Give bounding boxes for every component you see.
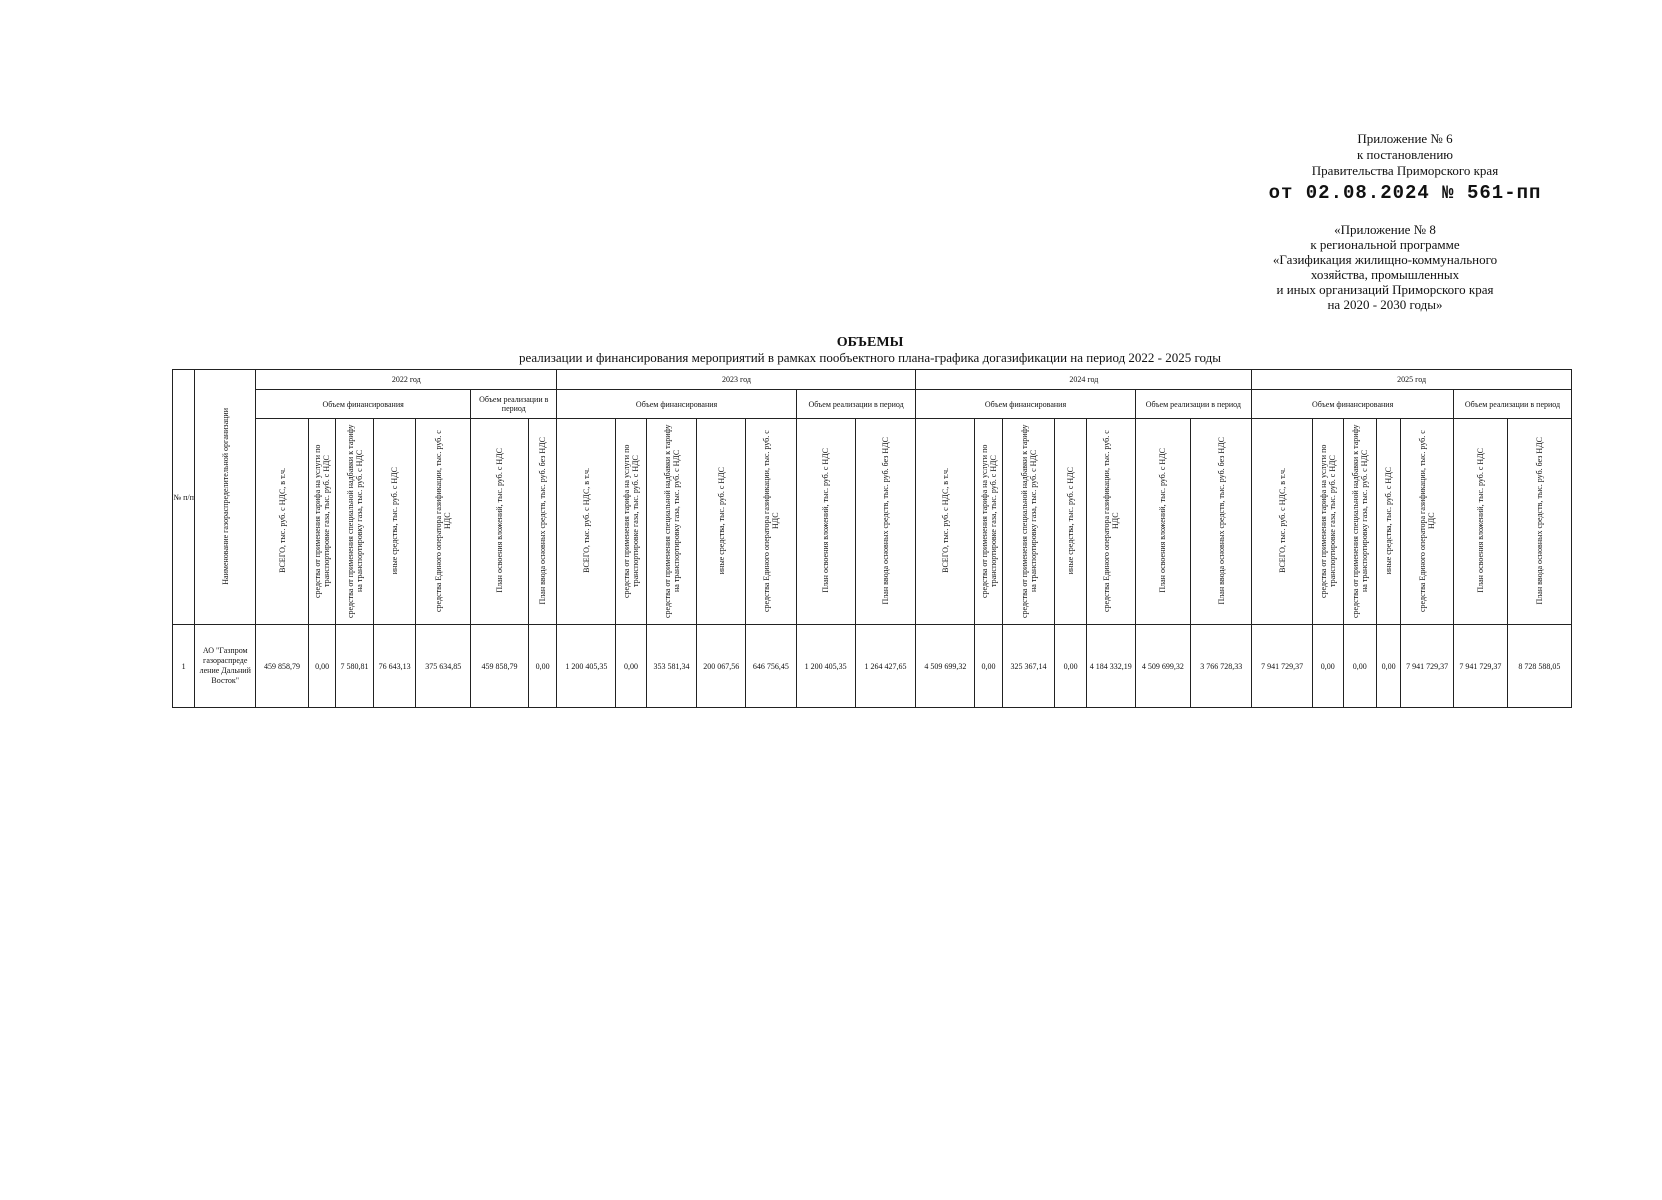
subcol-header-total: ВСЕГО, тыс. руб. с НДС, в т.ч. — [916, 419, 975, 625]
year-header-2023: 2023 год — [557, 370, 916, 390]
table-cell: 1 200 405,35 — [796, 625, 855, 708]
table-cell: 4 509 699,32 — [916, 625, 975, 708]
appendix-number: Приложение № 6 — [1357, 131, 1453, 146]
subcol-header-plan_invest: План освоения вложений, тыс. руб. с НДС — [471, 419, 529, 625]
subcol-header-tariff: средства от применения тарифа на услуги по транспортировке газа, тыс. руб. с НДС — [308, 419, 335, 625]
subcol-header-operator: средства Единого оператора газификации, тыс. руб. с НДС — [1086, 419, 1135, 625]
subcol-header-plan_assets: План ввода основных средств, тыс. руб. без НДС — [1191, 419, 1252, 625]
table-cell: 0,00 — [1343, 625, 1376, 708]
table-cell: 646 756,45 — [746, 625, 797, 708]
subcol-header-operator: средства Единого оператора газификации, тыс. руб. с НДС — [1401, 419, 1454, 625]
table-cell: 7 580,81 — [336, 625, 374, 708]
group-financing-2022: Объем финансирования — [256, 390, 471, 419]
program-reference — [1220, 222, 1550, 312]
table-cell: 353 581,34 — [646, 625, 697, 708]
subcol-header-total: ВСЕГО, тыс. руб. с НДС, в т.ч. — [256, 419, 309, 625]
subcol-header-tariff: средства от применения тарифа на услуги по транспортировке газа, тыс. руб. с НДС — [616, 419, 646, 625]
group-realization-2025: Объем реализации в период — [1454, 390, 1572, 419]
table-row — [173, 625, 1572, 708]
subcol-header-plan_assets: План ввода основных средств, тыс. руб. без НДС — [528, 419, 556, 625]
table-cell: 8 728 588,05 — [1507, 625, 1571, 708]
group-financing-2023: Объем финансирования — [557, 390, 796, 419]
table-cell: 375 634,85 — [416, 625, 471, 708]
table-cell: 3 766 728,33 — [1191, 625, 1252, 708]
table-cell: 0,00 — [1313, 625, 1343, 708]
table-cell: 0,00 — [1376, 625, 1400, 708]
col-header-num: № п/п — [173, 370, 195, 625]
year-header-2025: 2025 год — [1252, 370, 1572, 390]
subcol-header-other: иные средства, тыс. руб. с НДС — [697, 419, 746, 625]
subcol-header-surcharge: средства от применения специальной надбавки к тарифу на транспортировку газа, тыс. руб. с НДС — [1343, 419, 1376, 625]
table-cell: 4 509 699,32 — [1135, 625, 1191, 708]
table-cell: 0,00 — [1055, 625, 1086, 708]
program-line-6: на 2020 - 2030 годы» — [1327, 297, 1443, 312]
subcol-header-other: иные средства, тыс. руб. с НДС — [1376, 419, 1400, 625]
table-cell: 459 858,79 — [256, 625, 309, 708]
subcol-header-tariff: средства от применения тарифа на услуги по транспортировке газа, тыс. руб. с НДС — [975, 419, 1002, 625]
program-line-3: «Газификация жилищно-коммунального — [1272, 252, 1498, 267]
year-header-2022: 2022 год — [256, 370, 557, 390]
subcol-header-other: иные средства, тыс. руб. с НДС — [1055, 419, 1086, 625]
appendix-header — [1235, 131, 1575, 204]
subcol-header-operator: средства Единого оператора газификации, тыс. руб. с НДС — [416, 419, 471, 625]
financing-table — [172, 369, 1572, 708]
subcol-header-plan_assets: План ввода основных средств, тыс. руб. без НДС — [1507, 419, 1571, 625]
table-cell: 1 200 405,35 — [557, 625, 616, 708]
subcol-header-plan_assets: План ввода основных средств, тыс. руб. без НДС — [855, 419, 916, 625]
row-number: 1 — [173, 625, 195, 708]
table-cell: 7 941 729,37 — [1454, 625, 1508, 708]
program-line-5: и иных организаций Приморского края — [1276, 282, 1494, 297]
table-cell: 4 184 332,19 — [1086, 625, 1135, 708]
group-realization-2024: Объем реализации в период — [1135, 390, 1252, 419]
table-cell: 0,00 — [308, 625, 335, 708]
subcol-header-plan_invest: План освоения вложений, тыс. руб. с НДС — [1454, 419, 1508, 625]
table-cell: 1 264 427,65 — [855, 625, 916, 708]
appendix-to-resolution: к постановлению — [1356, 147, 1454, 162]
subcol-header-surcharge: средства от применения специальной надбавки к тарифу на транспортировку газа, тыс. руб. с НДС — [646, 419, 697, 625]
group-realization-2023: Объем реализации в период — [796, 390, 916, 419]
table-cell: 76 643,13 — [373, 625, 416, 708]
table-cell: 459 858,79 — [471, 625, 529, 708]
table-cell: 0,00 — [528, 625, 556, 708]
subcol-header-surcharge: средства от применения специальной надбавки к тарифу на транспортировку газа, тыс. руб. с НДС — [336, 419, 374, 625]
subcol-header-other: иные средства, тыс. руб. с НДС — [373, 419, 416, 625]
subcol-header-plan_invest: План освоения вложений, тыс. руб. с НДС — [1135, 419, 1191, 625]
subcol-header-operator: средства Единого оператора газификации, тыс. руб. с НДС — [746, 419, 797, 625]
program-line-4: хозяйства, промышленных — [1310, 267, 1460, 282]
table-cell: 0,00 — [975, 625, 1002, 708]
document-subtitle: реализации и финансирования мероприятий в рамках пообъектного плана-графика догазификации на период 2022 - 2025 годы — [518, 350, 1221, 365]
org-name-cell: АО "Газпром газораспреде ление Дальний Восток" — [195, 625, 256, 708]
subcol-header-tariff: средства от применения тарифа на услуги по транспортировке газа, тыс. руб. с НДС — [1313, 419, 1343, 625]
document-title: ОБЪЕМЫ — [836, 335, 904, 350]
col-header-org: Наименование газораспределительной организации — [195, 370, 256, 625]
table-cell: 7 941 729,37 — [1252, 625, 1313, 708]
subcol-header-total: ВСЕГО, тыс. руб. с НДС, в т.ч. — [557, 419, 616, 625]
year-header-2024: 2024 год — [916, 370, 1252, 390]
subcol-header-surcharge: средства от применения специальной надбавки к тарифу на транспортировку газа, тыс. руб. с НДС — [1002, 419, 1055, 625]
table-cell: 200 067,56 — [697, 625, 746, 708]
table-cell: 325 367,14 — [1002, 625, 1055, 708]
group-realization-2022: Объем реализации в период — [471, 390, 557, 419]
subcol-header-plan_invest: План освоения вложений, тыс. руб. с НДС — [796, 419, 855, 625]
program-line-1: «Приложение № 8 — [1334, 222, 1436, 237]
table-cell: 0,00 — [616, 625, 646, 708]
group-financing-2025: Объем финансирования — [1252, 390, 1454, 419]
program-line-2: к региональной программе — [1310, 237, 1460, 252]
group-financing-2024: Объем финансирования — [916, 390, 1135, 419]
subcol-header-total: ВСЕГО, тыс. руб. с НДС, в т.ч. — [1252, 419, 1313, 625]
table-cell: 7 941 729,37 — [1401, 625, 1454, 708]
appendix-government: Правительства Приморского края — [1311, 163, 1499, 178]
decree-number: от 02.08.2024 № 561-пп — [1268, 182, 1542, 204]
